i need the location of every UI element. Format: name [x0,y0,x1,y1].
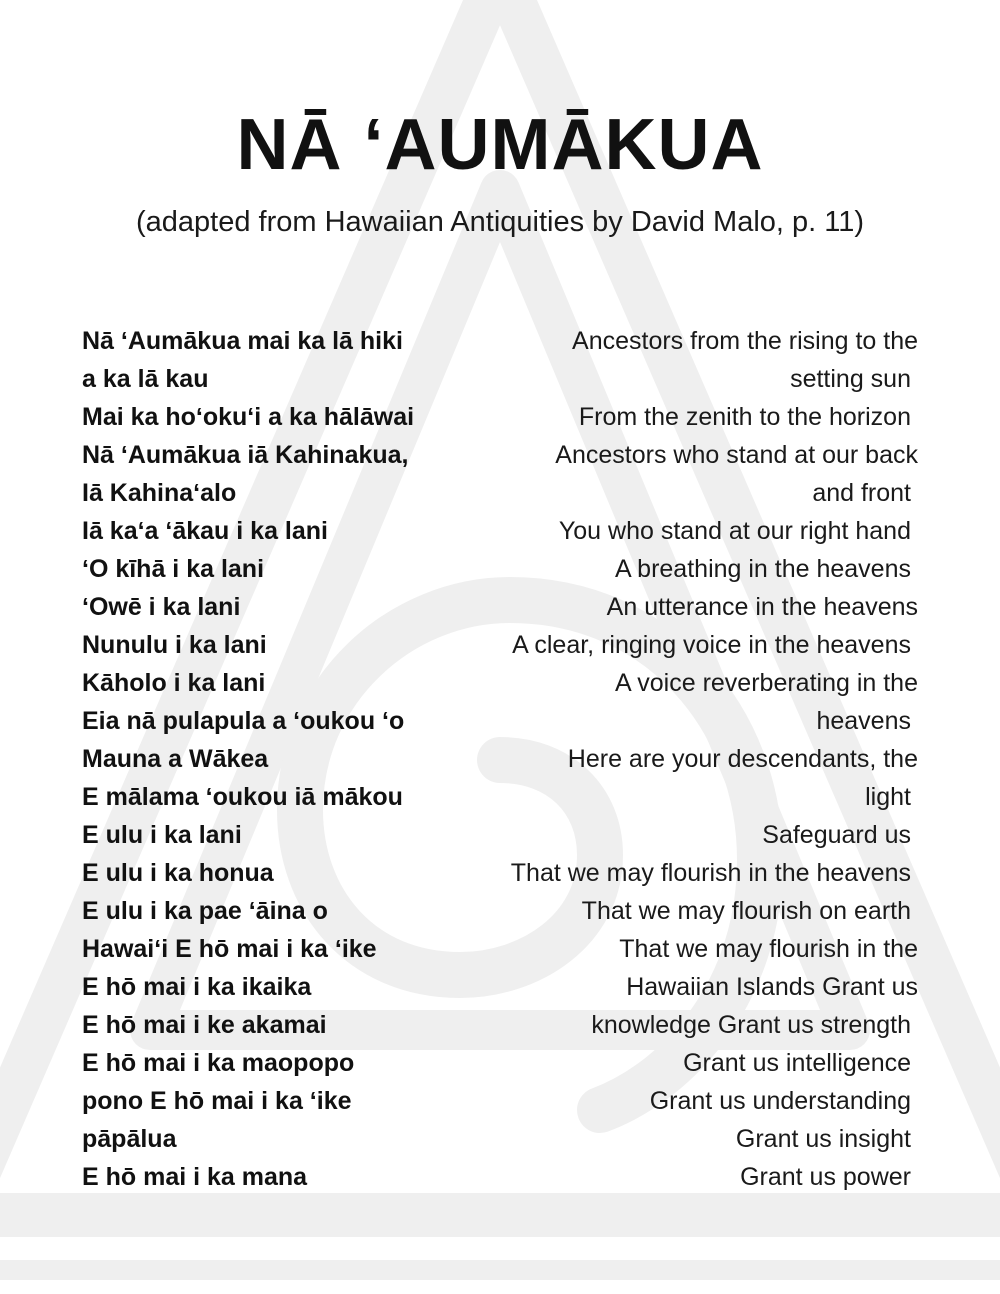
english-line: That we may flourish in the heavens [510,859,911,887]
english-line: Grant us understanding [649,1087,911,1115]
hawaiian-line: E hō mai i ka maopopo [82,1049,355,1077]
english-line: From the zenith to the horizon [578,403,911,431]
hawaiian-line: E mālama ʻoukou iā mākou [82,783,403,811]
english-line: An utterance in the heavens [606,593,918,621]
hawaiian-line: E hō mai i ke akamai [82,1011,327,1039]
english-line: A voice reverberating in the [615,669,918,697]
english-line: You who stand at our right hand [558,517,911,545]
hawaiian-line: a ka lā kau [82,365,209,393]
english-line: Here are your descendants, the [567,745,918,773]
english-line: light [865,783,911,811]
english-line: That we may flourish on earth [581,897,911,925]
hawaiian-line: pono E hō mai i ka ʻike [82,1087,352,1115]
hawaiian-line: Mauna a Wākea [82,745,269,773]
hawaiian-line: Iā Kahinaʻalo [82,479,237,507]
hawaiian-line: ʻO kīhā i ka lani [82,555,265,583]
hawaiian-line: Iā kaʻa ʻākau i ka lani [82,517,328,545]
english-line: Grant us intelligence [683,1049,911,1077]
english-line: Safeguard us [762,821,911,849]
english-translation-column [440,322,918,1196]
hawaiian-line: E ulu i ka pae ʻāina o [82,897,328,925]
hawaiian-line: E ulu i ka lani [82,821,242,849]
page-title: NĀ ʻAUMĀKUA [236,105,764,185]
english-line: A clear, ringing voice in the heavens [512,631,911,659]
hawaiian-line: pāpālua [82,1125,177,1153]
english-line: That we may flourish in the [619,935,918,963]
hawaiian-line: Nunulu i ka lani [82,631,267,659]
english-line: heavens [816,707,911,735]
hawaiian-line: E ulu i ka honua [82,859,274,887]
english-line: A breathing in the heavens [614,555,911,583]
hawaiian-line: Eia nā pulapula a ʻoukou ʻo [82,707,405,735]
hawaiian-line: E hō mai i ka mana [82,1163,308,1191]
english-line: Grant us power [740,1163,911,1191]
hawaiian-line: Nā ʻAumākua mai ka lā hiki [82,327,403,355]
hawaiian-line: Hawaiʻi E hō mai i ka ʻike [82,935,377,963]
hawaiian-text-column [82,322,482,1196]
page-subtitle: (adapted from Hawaiian Antiquities by David Malo, p. 11) [135,206,865,238]
english-line: Ancestors from the rising to the [572,327,918,355]
hawaiian-line: ʻOwē i ka lani [82,593,241,621]
english-line: setting sun [790,365,911,393]
english-line: Hawaiian Islands Grant us [626,973,918,1001]
english-line: Grant us insight [735,1125,911,1153]
english-line: Ancestors who stand at our back [555,441,918,469]
english-line: knowledge Grant us strength [591,1011,911,1039]
hawaiian-line: Kāholo i ka lani [82,669,266,697]
hawaiian-line: E hō mai i ka ikaika [82,973,312,1001]
hawaiian-line: Mai ka hoʻokuʻi a ka hālāwai [82,403,415,431]
english-line: and front [812,479,911,507]
hawaiian-line: Nā ʻAumākua iā Kahinakua, [82,441,409,469]
